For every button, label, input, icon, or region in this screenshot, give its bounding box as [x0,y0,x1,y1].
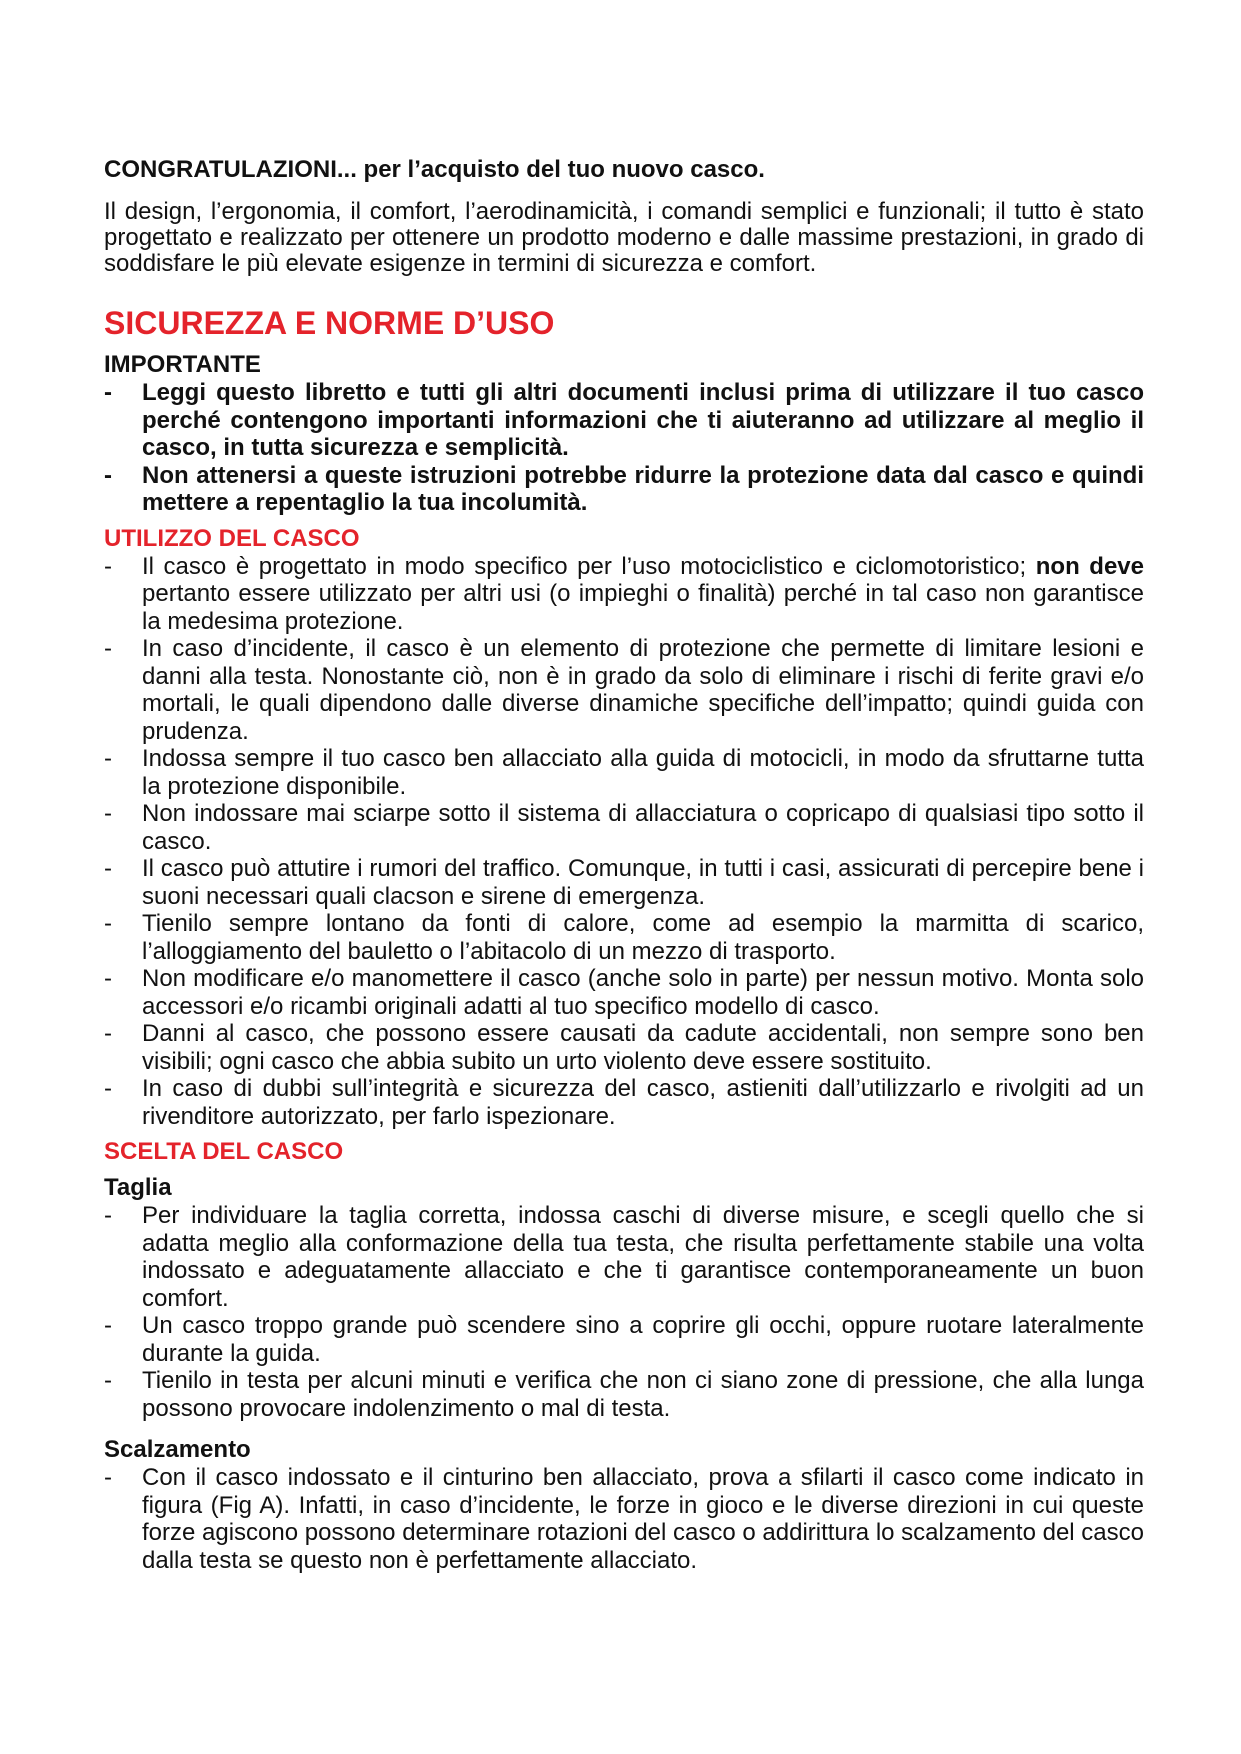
item-text: pertanto essere utilizzato per altri usi (o impieghi o finalità) perché in tal caso non garantisce la medesima protezione. [142,580,1144,635]
item-text: Il casco è progettato in modo specifico per l’uso motociclistico e ciclomotoristico; [142,552,1036,580]
list-item: - Non indossare mai sciarpe sotto il sistema di allacciatura o copricapo di qualsiasi tipo sotto il casco. [104,800,1144,855]
section-title-safety: SICUREZZA E NORME D’USO [104,305,555,341]
list-item: - Non modificare e/o manomettere il casco (anche solo in parte) per nessun motivo. Monta solo accessori e/o ricambi originali adatti al tuo specifico modello di casco. [104,965,1144,1020]
list-item: - Tienilo sempre lontano da fonti di calore, come ad esempio la marmitta di scarico, l’alloggiamento del bauletto o l’abitacolo di un mezzo di trasporto. [104,910,1144,965]
list-item: - Tienilo in testa per alcuni minuti e verifica che non ci siano zone di pressione, che alla lunga possono provocare indolenzimento o mal di testa. [104,1367,1144,1422]
intro-paragraph: Il design, l’ergonomia, il comfort, l’aerodinamicità, i comandi semplici e funzionali; il tutto è stato progettato e realizzato per ottenere un prodotto moderno e dalle massime prestazioni, in grado di soddisfare le più elevate esigenze in termini di sicurezza e comfort. [104,198,1144,277]
utilizzo-heading: UTILIZZO DEL CASCO [104,524,360,552]
scalzamento-list [104,1464,1144,1574]
list-item: - In caso di dubbi sull’integrità e sicurezza del casco, astieniti dall’utilizzarlo e rivolgiti ad un rivenditore autorizzato, per farlo ispezionare. [104,1075,1144,1130]
importante-heading: IMPORTANTE [104,351,261,378]
taglia-heading: Taglia [104,1174,172,1201]
list-item: - Indossa sempre il tuo casco ben allacciato alla guida di motocicli, in modo da sfruttarne tutta la protezione disponibile. [104,745,1144,800]
list-item: - Con il casco indossato e il cinturino ben allacciato, prova a sfilarti il casco come indicato in figura (Fig A). Infatti, in caso d’incidente, le forze in gioco e le diverse direzioni in cui queste forze agiscono possono determinare rotazioni del casco o addirittura lo scalzamento del casco dalla testa se questo non è perfettamente allacciato. [104,1464,1144,1574]
list-item: - In caso d’incidente, il casco è un elemento di protezione che permette di limitare lesioni e danni alla testa. Nonostante ciò, non è in grado da solo di eliminare i rischi di ferite gravi e/o mortali, le quali dipendono dalle diverse dinamiche specifiche dell’impatto; quindi guida con prudenza. [104,635,1144,745]
list-item: - Il casco può attutire i rumori del traffico. Comunque, in tutti i casi, assicurati di percepire bene i suoni necessari quali clacson e sirene di emergenza. [104,855,1144,910]
utilizzo-list [104,553,1144,1131]
list-item: - Non attenersi a queste istruzioni potrebbe ridurre la protezione data dal casco e quindi mettere a repentaglio la tua incolumità. [104,462,1144,517]
intro-title: CONGRATULAZIONI... per l’acquisto del tuo nuovo casco. [104,156,765,183]
list-item [104,553,1144,636]
emphasis-text: non deve [1035,552,1144,580]
list-item: - Per individuare la taglia corretta, indossa caschi di diverse misure, e scegli quello che si adatta meglio alla conformazione della tua testa, che risulta perfettamente stabile una volta indossato e adeguatamente allacciato e che ti garantisce contemporaneamente un buon comfort. [104,1202,1144,1312]
importante-list [104,379,1144,517]
list-item: - Un casco troppo grande può scendere sino a coprire gli occhi, oppure ruotare lateralmente durante la guida. [104,1312,1144,1367]
scelta-heading: SCELTA DEL CASCO [104,1138,344,1165]
scalzamento-heading: Scalzamento [104,1436,251,1463]
document-page [104,155,1144,1574]
taglia-list [104,1202,1144,1422]
list-item: - Leggi questo libretto e tutti gli altri documenti inclusi prima di utilizzare il tuo casco perché contengono importanti informazioni che ti aiuteranno ad utilizzare al meglio il casco, in tutta sicurezza e semplicità. [104,379,1144,462]
list-item: - Danni al casco, che possono essere causati da cadute accidentali, non sempre sono ben visibili; ogni casco che abbia subito un urto violento deve essere sostituito. [104,1020,1144,1075]
